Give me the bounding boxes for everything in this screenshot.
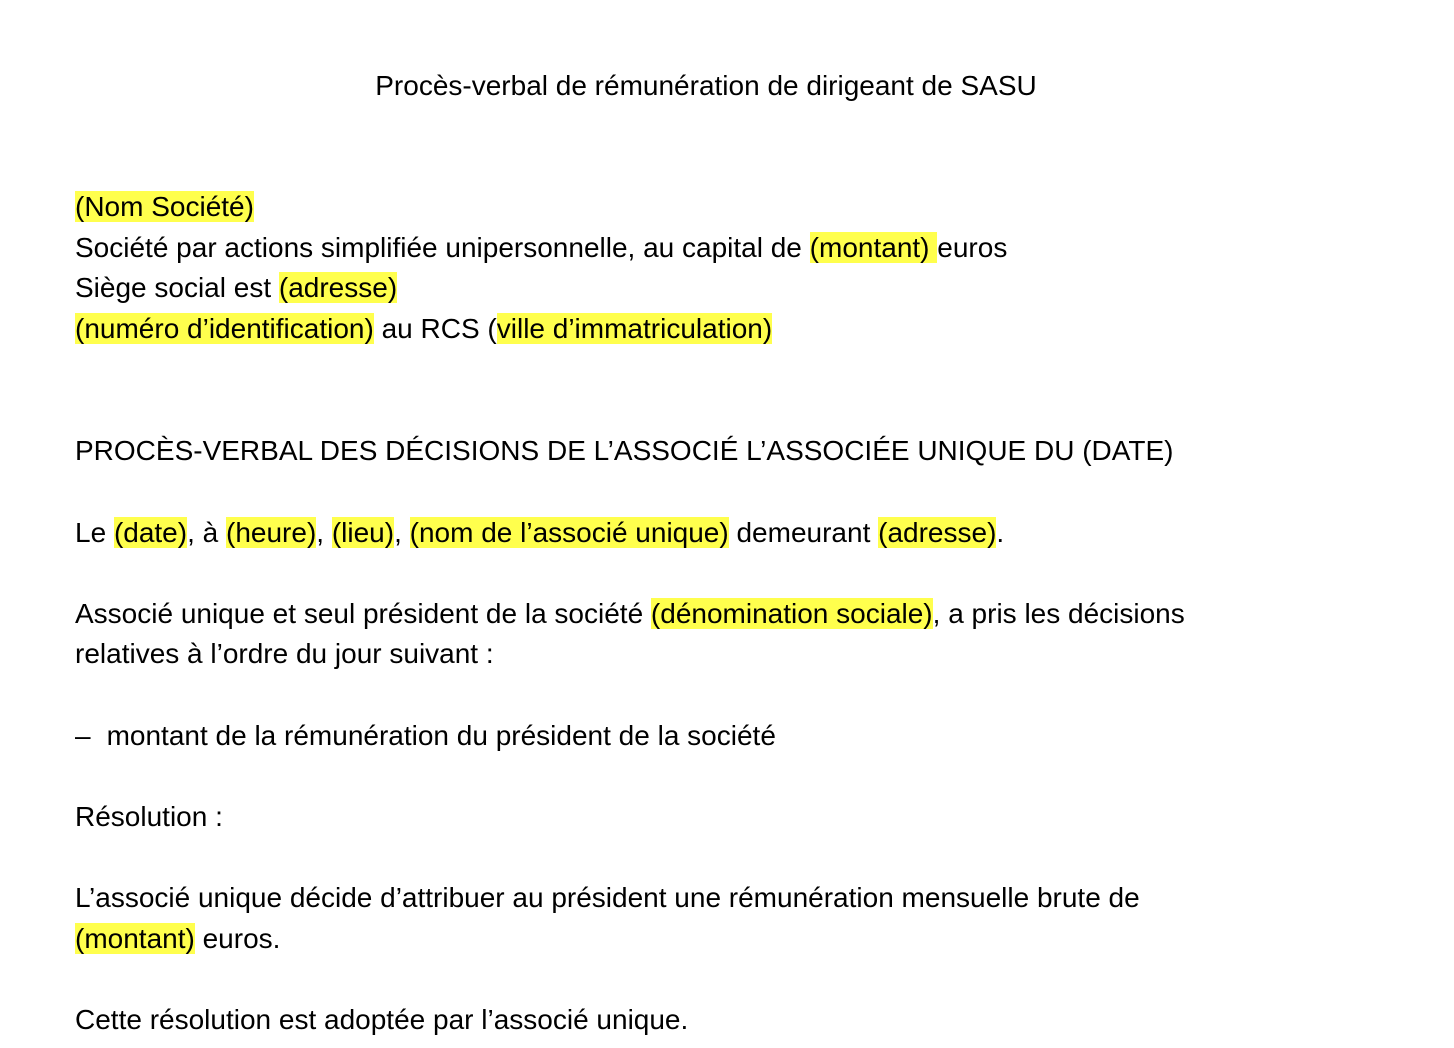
rcs-number-placeholder: (numéro d’identification) bbox=[75, 313, 374, 344]
meeting-sep3: , bbox=[394, 517, 410, 548]
capital-prefix: Société par actions simplifiée unipersonnelle, au capital de bbox=[75, 232, 810, 263]
agenda-bullet: – bbox=[75, 720, 91, 751]
company-capital-line bbox=[75, 228, 1007, 268]
resolution-line-2 bbox=[75, 919, 280, 959]
agenda-item bbox=[75, 716, 776, 756]
meeting-line bbox=[75, 513, 1004, 553]
document-title: Procès-verbal de rémunération de dirigeant de SASU bbox=[375, 70, 1037, 101]
intro-suffix: , a pris les décisions bbox=[932, 598, 1185, 629]
seat-prefix: Siège social est bbox=[75, 272, 279, 303]
adoption-statement: Cette résolution est adoptée par l’associé unique. bbox=[75, 1004, 689, 1035]
associate-address-placeholder: (adresse) bbox=[878, 517, 997, 548]
resolution-suffix: euros. bbox=[194, 923, 281, 954]
agenda-item-text: montant de la rémunération du président de la société bbox=[106, 720, 776, 751]
denomination-placeholder: (dénomination sociale) bbox=[650, 598, 933, 629]
meeting-sep1: , à bbox=[187, 517, 227, 548]
intro-prefix: Associé unique et seul président de la société bbox=[75, 598, 651, 629]
seat-address-placeholder: (adresse) bbox=[278, 272, 398, 303]
resolution-line-1: L’associé unique décide d’attribuer au président une rémunération mensuelle brute de bbox=[75, 882, 1140, 913]
meeting-middle: demeurant bbox=[728, 517, 879, 548]
resolution-amount-placeholder: (montant) bbox=[75, 923, 195, 954]
capital-amount-placeholder: (montant) bbox=[809, 232, 938, 263]
company-name-line bbox=[75, 187, 254, 227]
rcs-line bbox=[75, 309, 772, 349]
meeting-prefix: Le bbox=[75, 517, 114, 548]
capital-suffix: euros bbox=[937, 232, 1008, 263]
intro-line-1 bbox=[75, 594, 1185, 634]
rcs-city-placeholder: ville d’immatriculation) bbox=[496, 313, 773, 344]
time-placeholder: (heure) bbox=[226, 517, 317, 548]
place-placeholder: (lieu) bbox=[331, 517, 395, 548]
intro-line-2: relatives à l’ordre du jour suivant : bbox=[75, 638, 494, 669]
rcs-middle: au RCS ( bbox=[373, 313, 497, 344]
decisions-heading: PROCÈS-VERBAL DES DÉCISIONS DE L’ASSOCIÉ L’ASSOCIÉE UNIQUE DU (DATE) bbox=[75, 435, 1174, 466]
resolution-label: Résolution : bbox=[75, 801, 223, 832]
date-placeholder: (date) bbox=[113, 517, 188, 548]
meeting-end: . bbox=[996, 517, 1005, 548]
registered-office-line bbox=[75, 268, 397, 308]
company-name-placeholder: (Nom Société) bbox=[75, 191, 254, 222]
meeting-sep2: , bbox=[316, 517, 332, 548]
associate-name-placeholder: (nom de l’associé unique) bbox=[409, 517, 729, 548]
